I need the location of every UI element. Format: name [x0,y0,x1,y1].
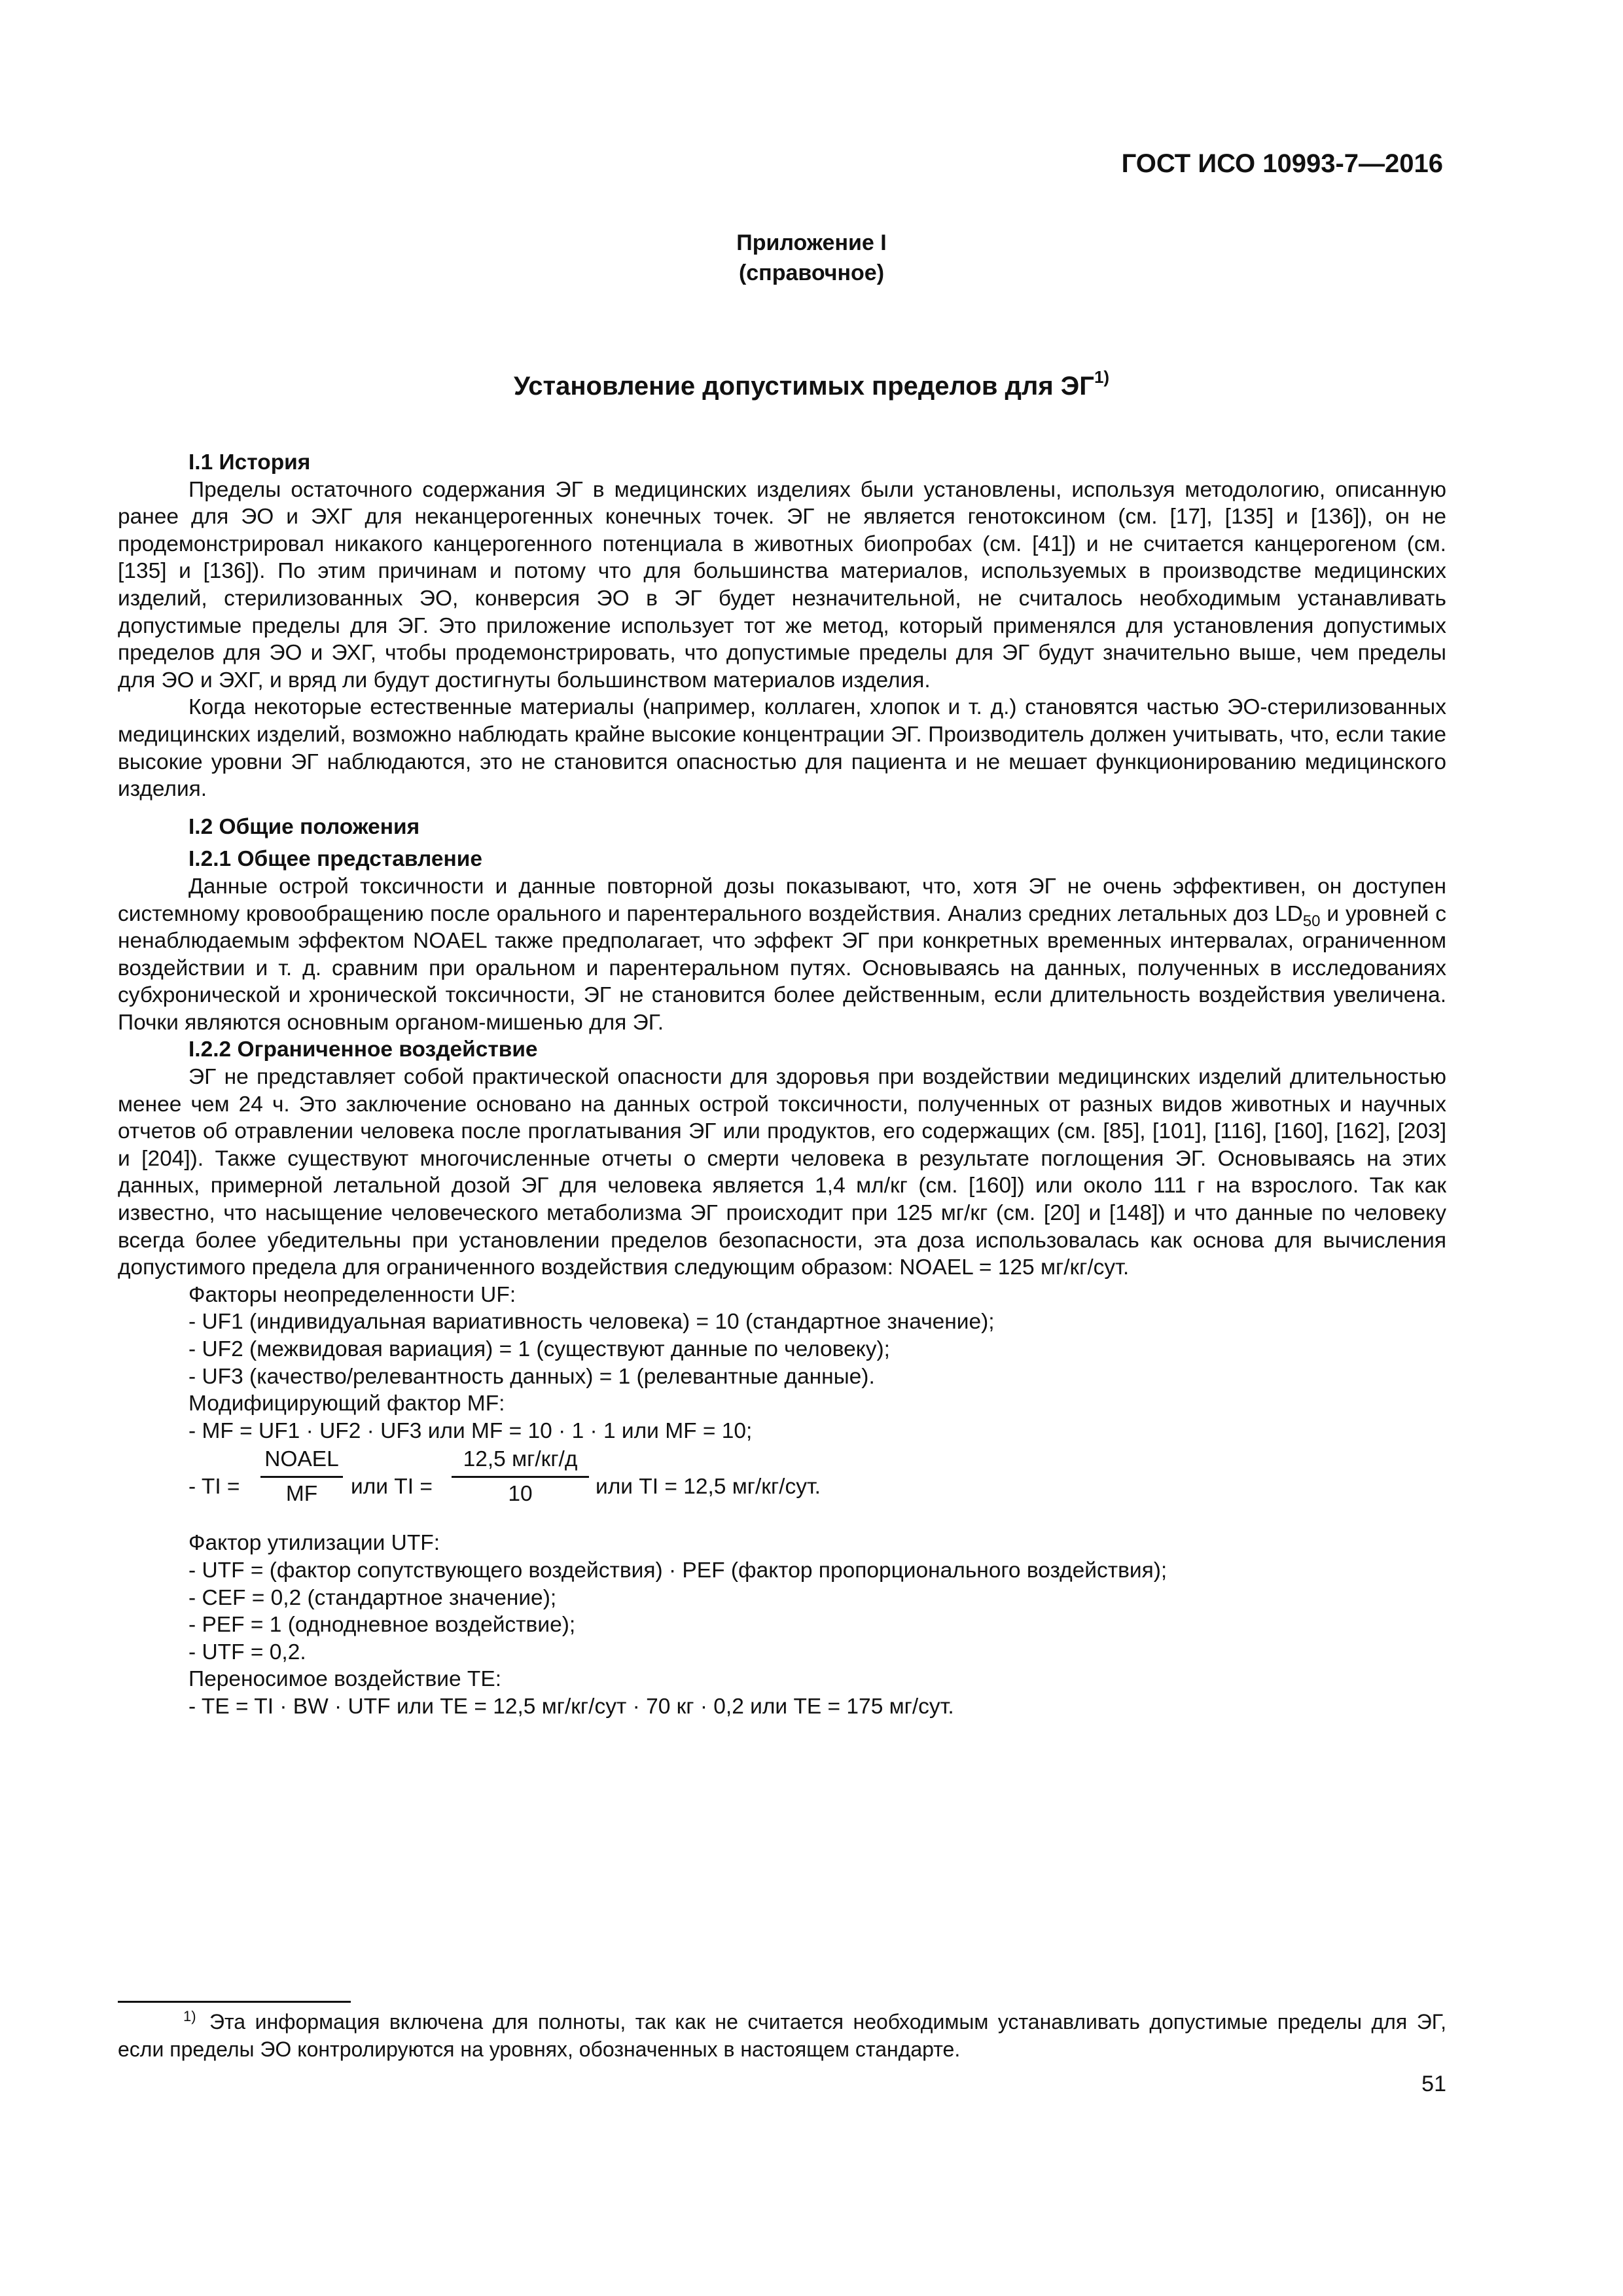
annex-title-text: Установление допустимых пределов для ЭГ [513,372,1094,401]
uf-item-1: - UF1 (индивидуальная вариативность человека) = 10 (стандартное значение); [188,1310,995,1335]
footnote [118,2008,1446,2063]
uf-item-2: - UF2 (межвидовая вариация) = 1 (существуют данные по человеку); [188,1337,890,1361]
paragraph-history-1: Пределы остаточного содержания ЭГ в медицинских изделиях были установлены, используя методологию, описанную ранее для ЭО и ЭХГ для неканцерогенных конечных точек. ЭГ не является генотоксином (см. [17], [135] и [136]), он не продемонстрировал никакого канцерогенного потенциала в животных биопробах (см. [41]) и не считается канцерогеном (см. [135] и [136]). По этим причинам и потому что для большинства материалов, используемых в производстве медицинских изделий, стерилизованных ЭО, конверсия ЭО в ЭГ будет незначительной, не считалось необходимым устанавливать допустимые пределы для ЭГ. Это приложение использует тот же метод, который применялся для установления допустимых пределов для ЭО и ЭХГ, чтобы продемонстрировать, что допустимые пределы для ЭГ будут значительно выше, чем пределы для ЭО и ЭХГ, и вряд ли будут достигнуты большинством материалов изделия. [118,477,1446,692]
annex-title [0,367,1623,401]
utf-label: Фактор утилизации UTF: [188,1531,440,1556]
te-item-1: - TE = TI · BW · UTF или TE = 12,5 мг/кг/сут · 70 кг · 0,2 или TE = 175 мг/сут. [188,1694,954,1719]
standard-designation: ГОСТ ИСО 10993-7—2016 [1121,149,1443,178]
utf-item-3: - PEF = 1 (однодневное воздействие); [188,1613,576,1638]
footnote-mark: 1) [183,2008,196,2024]
ti-numerator-1: NOAEL [264,1447,339,1472]
uf-label: Факторы неопределенности UF: [188,1282,516,1307]
uf-item-3: - UF3 (качество/релевантность данных) = 1 (релевантные данные). [188,1364,875,1389]
annex-kind: (справочное) [738,260,885,285]
paragraph-general [118,873,1446,1037]
footnote-text: Эта информация включена для полноты, так как не считается необходимым устанавливать допустимые пределы для ЭГ, если пределы ЭО контролируются на уровнях, обозначенных в настоящем стандарте. [118,2010,1446,2061]
footnote-divider [118,2001,351,2003]
paragraph-general-part-a: Данные острой токсичности и данные повторной дозы показывают, что, хотя ЭГ не очень эффективен, он доступен системному кровообращению после орального и парентерального воздействия. Анализ средних летальных доз LD [118,874,1446,926]
ti-suffix: или TI = 12,5 мг/кг/сут. [596,1475,821,1499]
paragraph-general-part-b: и уровней с ненаблюдаемым эффектом NOAEL также предполагает, что эффект ЭГ при конкретных временных интервалах, ограниченном воздействии и т. д. сравним при оральном и парентеральном путях. Основываясь на данных, полученных в исследованиях субхронической и хронической токсичности, ЭГ не становится более действенным, если длительность воздействия увеличена. Почки являются основным органом-мишенью для ЭГ. [118,901,1446,1035]
mf-label: Модифицирующий фактор MF: [188,1391,505,1416]
te-label: Переносимое воздействие TE: [188,1667,502,1692]
paragraph-history-2: Когда некоторые естественные материалы (например, коллаген, хлопок и т. д.) становятся частью ЭО-стерилизованных медицинских изделий, возможно наблюдать крайне высокие концентрации ЭГ. Производитель должен учитывать, что, если такие высокие уровни ЭГ наблюдаются, это не становится опасностью для пациента и не мешает функционированию медицинского изделия. [118,695,1446,802]
section-heading-i2: I.2 Общие положения [188,814,420,839]
mf-item-1: - MF = UF1 · UF2 · UF3 или MF = 10 · 1 · 1 или MF = 10; [188,1418,753,1443]
ti-prefix: - TI = [188,1475,240,1499]
ti-numerator-2: 12,5 мг/кг/д [463,1447,578,1472]
utf-item-1: - UTF = (фактор сопутствующего воздействия) · PEF (фактор пропорционального воздействия); [188,1558,1168,1583]
document-body [118,449,1446,1721]
section-heading-i1: I.1 История [188,450,311,475]
utf-item-2: - CEF = 0,2 (стандартное значение); [188,1585,557,1610]
section-heading-i21: I.2.1 Общее представление [188,847,482,872]
annex-heading [0,228,1623,288]
page-number: 51 [1421,2072,1446,2096]
ti-formula [118,1444,1446,1530]
ti-fraction-2 [452,1446,589,1507]
ti-denominator-2: 10 [508,1481,533,1506]
ti-mid: или TI = [351,1475,433,1499]
ti-fraction-1 [260,1446,343,1507]
annex-label: Приложение I [736,230,887,255]
paragraph-limited-exposure: ЭГ не представляет собой практической опасности для здоровья при воздействии медицинских изделий длительностью менее чем 24 ч. Это заключение основано на данных острой токсичности, полученных от разных видов животных и научных отчетов об отравлении человека после проглатывания ЭГ или продуктов, его содержащих (см. [85], [101], [116], [160], [162], [203] и [204]). Также существуют многочисленные отчеты о смерти человека в результате поглощения ЭГ. Основываясь на этих данных, примерной летальной дозой ЭГ для человека является 1,4 мл/кг (см. [160]) или около 111 г на взрослого. Так как известно, что насыщение человеческого метаболизма ЭГ происходит при 125 мг/кг (см. [20] и [148]) и что данные по человеку всегда более убедительны при установлении пределов безопасности, эта доза использовалась как основа для вычисления допустимого предела для ограниченного воздействия следующим образом: NOAEL = 125 мг/кг/сут. [118,1065,1446,1280]
section-heading-i22: I.2.2 Ограниченное воздействие [188,1037,538,1062]
utf-item-4: - UTF = 0,2. [188,1640,306,1664]
title-footnote-mark: 1) [1094,367,1110,387]
ti-denominator-1: MF [285,1481,318,1506]
ld-subscript: 50 [1302,912,1321,930]
